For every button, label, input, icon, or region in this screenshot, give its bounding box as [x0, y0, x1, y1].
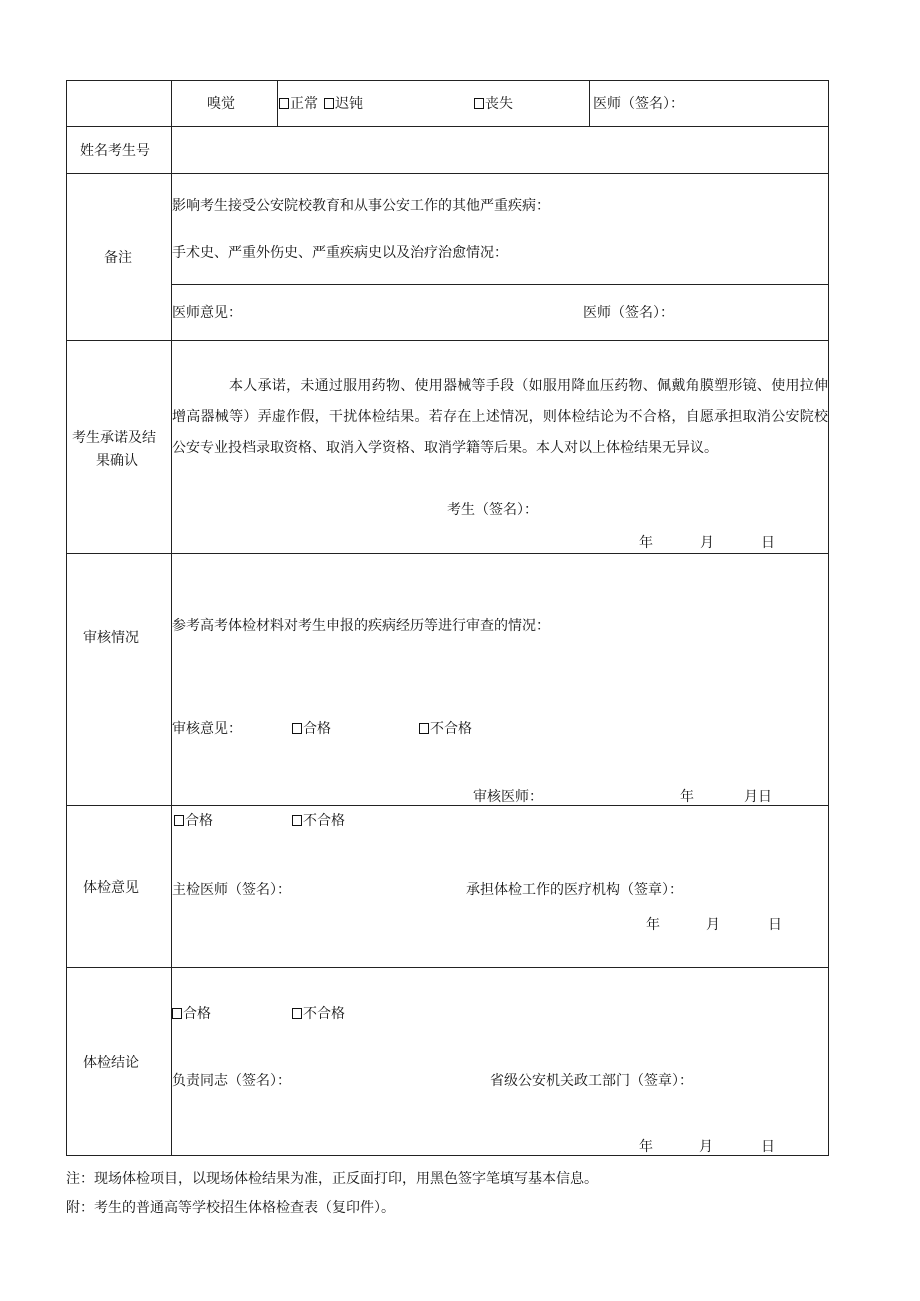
promise-label-line2: 果确认: [96, 453, 138, 469]
smell-option-dull[interactable]: 迟钝: [324, 95, 363, 113]
conclusion-date-year: 年: [639, 1139, 653, 1155]
smell-label: 嗅觉: [207, 96, 235, 112]
medical-history-text: 手术史、严重外伤史、严重疾病史以及治疗治愈情况：: [172, 245, 508, 261]
footer-attachment: 附：考生的普通高等学校招生体格检查表（复印件）。: [66, 1200, 395, 1216]
chief-doctor-sign[interactable]: 主检医师（签名）：: [172, 882, 291, 898]
remark-doctor-opinion[interactable]: 医师意见：: [172, 305, 242, 321]
other-diseases-text: 影响考生接受公安院校教育和从事公安工作的其他严重疾病：: [172, 198, 550, 214]
exam-option-pass[interactable]: 合格: [174, 812, 213, 830]
review-label: 审核情况: [83, 630, 139, 646]
responsible-person-sign[interactable]: 负责同志（签名）：: [172, 1073, 291, 1089]
table-border-right: [828, 80, 829, 1156]
table-border-left: [66, 80, 67, 1156]
checkbox-icon[interactable]: [292, 815, 302, 826]
table-border-top: [66, 80, 829, 81]
checkbox-icon[interactable]: [292, 723, 302, 734]
reviewer-sign[interactable]: 审核医师：: [473, 789, 543, 805]
candidate-sign[interactable]: 考生（签名）：: [447, 502, 538, 518]
checkbox-icon[interactable]: [174, 815, 184, 826]
exam-date-year: 年: [646, 917, 660, 933]
row-divider: [66, 340, 829, 341]
conclusion-date-day: 日: [761, 1139, 775, 1155]
review-option-pass[interactable]: 合格: [292, 720, 331, 738]
medical-institution-seal[interactable]: 承担体检工作的医疗机构（签章）：: [466, 882, 683, 898]
row-divider: [172, 284, 829, 285]
review-option-fail[interactable]: 不合格: [419, 720, 472, 738]
promise-statement: 本人承诺，未通过服用药物、使用器械等手段（如服用降血压药物、佩戴角膜塑形镜、使用拉伸增高器械等）弄虚作假，干扰体检结果。若存在上述情况，则体检结论为不合格，自愿承担取消公安院校公安专业投档录取资格、取消入学资格、取消学籍等后果。本人对以上体检结果无异议。: [172, 378, 828, 456]
name-id-field[interactable]: [172, 127, 828, 173]
conclusion-option-fail[interactable]: 不合格: [292, 1005, 345, 1023]
checkbox-icon[interactable]: [324, 98, 334, 109]
conclusion-option-pass[interactable]: 合格: [172, 1005, 211, 1023]
exam-conclusion-label: 体检结论: [83, 1055, 139, 1071]
name-id-label: 姓名考生号: [80, 143, 150, 159]
row-divider: [66, 805, 829, 806]
checkbox-icon[interactable]: [172, 1008, 182, 1019]
remark-doctor-sign[interactable]: 医师（签名）：: [583, 305, 674, 321]
promise-label-line1: 考生承诺及结: [72, 430, 156, 446]
promise-date-month: 月: [700, 535, 714, 551]
provincial-department-seal[interactable]: 省级公安机关政工部门（签章）：: [490, 1073, 693, 1089]
remark-label: 备注: [104, 250, 132, 266]
review-date-month-day: 月日: [744, 789, 772, 805]
row-divider: [66, 967, 829, 968]
conclusion-date-month: 月: [699, 1139, 713, 1155]
exam-date-month: 月: [706, 917, 720, 933]
promise-date-day: 日: [761, 535, 775, 551]
row-divider: [66, 553, 829, 554]
review-date-year: 年: [680, 789, 694, 805]
cell-divider: [589, 80, 590, 126]
smell-doctor-sign[interactable]: 医师（签名）：: [593, 96, 684, 112]
smell-option-normal[interactable]: 正常: [279, 95, 318, 113]
checkbox-icon[interactable]: [419, 723, 429, 734]
review-description: 参考高考体检材料对考生申报的疾病经历等进行审查的情况：: [172, 618, 550, 634]
exam-date-day: 日: [768, 917, 782, 933]
checkbox-icon[interactable]: [292, 1008, 302, 1019]
exam-opinion-label: 体检意见: [83, 880, 139, 896]
cell-divider: [277, 80, 278, 126]
smell-option-lost[interactable]: 丧失: [474, 95, 513, 113]
footer-note: 注：现场体检项目，以现场体检结果为准，正反面打印，用黑色签字笔填写基本信息。: [66, 1171, 598, 1187]
table-border-bottom: [66, 1155, 829, 1156]
review-opinion-label: 审核意见：: [172, 721, 242, 737]
checkbox-icon[interactable]: [474, 98, 484, 109]
checkbox-icon[interactable]: [279, 98, 289, 109]
row-divider: [66, 173, 829, 174]
promise-date-year: 年: [639, 535, 653, 551]
exam-option-fail[interactable]: 不合格: [292, 812, 345, 830]
